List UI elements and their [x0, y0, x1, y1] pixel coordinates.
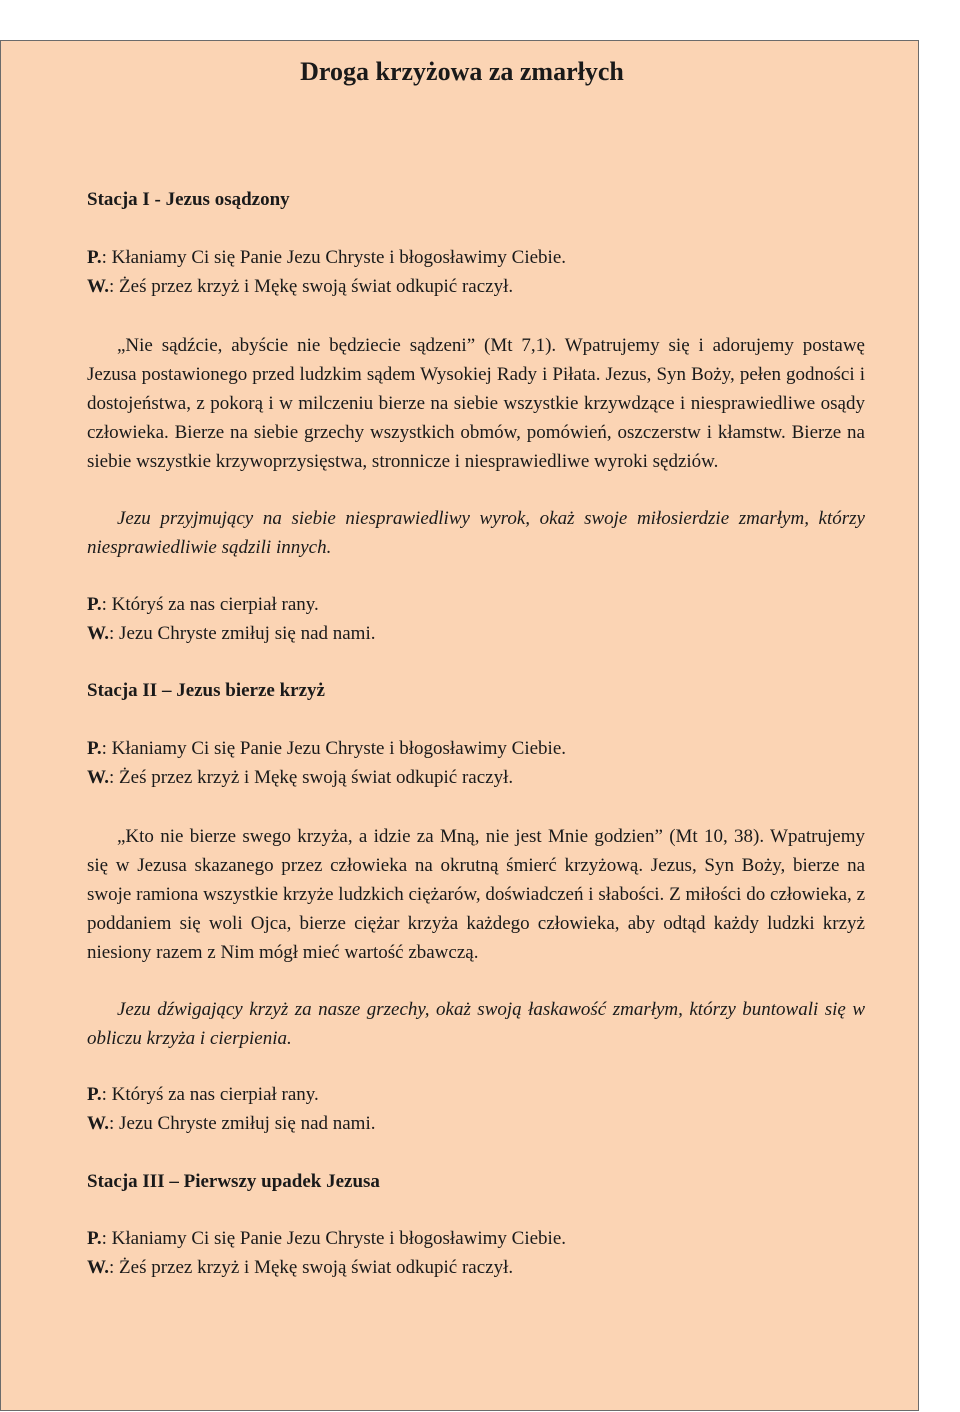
- station-1-response: [87, 275, 513, 299]
- call-label: P.: [87, 247, 102, 268]
- response-label: W.: [87, 1113, 110, 1134]
- station-2-meditation: „Kto nie bierze swego krzyża, a idzie za Mną, nie jest Mnie godzien” (Mt 10, 38). Wpatrujemy się w Jezusa skazanego przez człowieka na okrutną śmierć krzyżową. Jezus, Syn Boży, bierze na swoje ramiona wszystkie krzyże ludzkich ciężarów, doświadczeń i słabości. Z miłości do człowieka, z poddaniem się woli Ojca, bierze ciężar krzyża każdego człowieka, aby odtąd każdy ludzki krzyż niesiony razem z Nim mógł mieć wartość zbawczą.: [87, 826, 865, 963]
- call-label: P.: [87, 1084, 102, 1105]
- call-text: : Kłaniamy Ci się Panie Jezu Chryste i błogosławimy Ciebie.: [101, 247, 567, 268]
- call-text: : Któryś za nas cierpiał rany.: [101, 1084, 319, 1105]
- response-text: : Żeś przez krzyż i Mękę swoją świat odkupić raczył.: [109, 276, 514, 297]
- call-text: : Kłaniamy Ci się Panie Jezu Chryste i błogosławimy Ciebie.: [101, 738, 567, 759]
- station-1-closing-response: [87, 622, 376, 646]
- station-1-closing-call: [87, 593, 319, 617]
- station-2-heading: Stacja II – Jezus bierze krzyż: [87, 680, 325, 701]
- station-1-heading: Stacja I - Jezus osądzony: [87, 189, 290, 210]
- call-text: : Kłaniamy Ci się Panie Jezu Chryste i błogosławimy Ciebie.: [101, 1228, 567, 1249]
- station-2-response: [87, 766, 513, 790]
- call-label: P.: [87, 1228, 102, 1249]
- call-text: : Któryś za nas cierpiał rany.: [101, 594, 319, 615]
- response-text: : Jezu Chryste zmiłuj się nad nami.: [109, 623, 376, 644]
- response-label: W.: [87, 767, 110, 788]
- station-1-call: [87, 246, 566, 270]
- station-1-meditation: „Nie sądźcie, abyście nie będziecie sądzeni” (Mt 7,1). Wpatrujemy się i adorujemy postawę Jezusa postawionego przed ludzkim sądem Wysokiej Rady i Piłata. Jezus, Syn Boży, pełen godności i dostojeństwa, z pokorą i w milczeniu bierze na siebie wszystkie krzywdzące i niesprawiedliwe osądy człowieka. Bierze na siebie grzechy wszystkich obmów, pomówień, oszczerstw i kłamstw. Bierze na siebie wszystkie krzywoprzysięstwa, stronnicze i niesprawiedliwe wyroki sędziów.: [87, 335, 865, 472]
- response-text: : Jezu Chryste zmiłuj się nad nami.: [109, 1113, 376, 1134]
- station-3-response: [87, 1256, 513, 1280]
- response-text: : Żeś przez krzyż i Mękę swoją świat odkupić raczył.: [109, 1257, 514, 1278]
- response-label: W.: [87, 623, 110, 644]
- station-3-call: [87, 1227, 566, 1251]
- response-label: W.: [87, 1257, 110, 1278]
- station-2-prayer: Jezu dźwigający krzyż za nasze grzechy, okaż swoją łaskawość zmarłym, którzy buntowali się w obliczu krzyża i cierpienia.: [87, 999, 865, 1049]
- response-text: : Żeś przez krzyż i Mękę swoją świat odkupić raczył.: [109, 767, 514, 788]
- station-3-heading: Stacja III – Pierwszy upadek Jezusa: [87, 1171, 380, 1192]
- station-2-closing-call: [87, 1083, 319, 1107]
- document-title: Droga krzyżowa za zmarłych: [300, 57, 624, 86]
- response-label: W.: [87, 276, 110, 297]
- station-2-closing-response: [87, 1112, 376, 1136]
- station-2-call: [87, 737, 566, 761]
- call-label: P.: [87, 594, 102, 615]
- call-label: P.: [87, 738, 102, 759]
- station-1-prayer: Jezu przyjmujący na siebie niesprawiedliwy wyrok, okaż swoje miłosierdzie zmarłym, którzy niesprawiedliwie sądzili innych.: [87, 508, 865, 558]
